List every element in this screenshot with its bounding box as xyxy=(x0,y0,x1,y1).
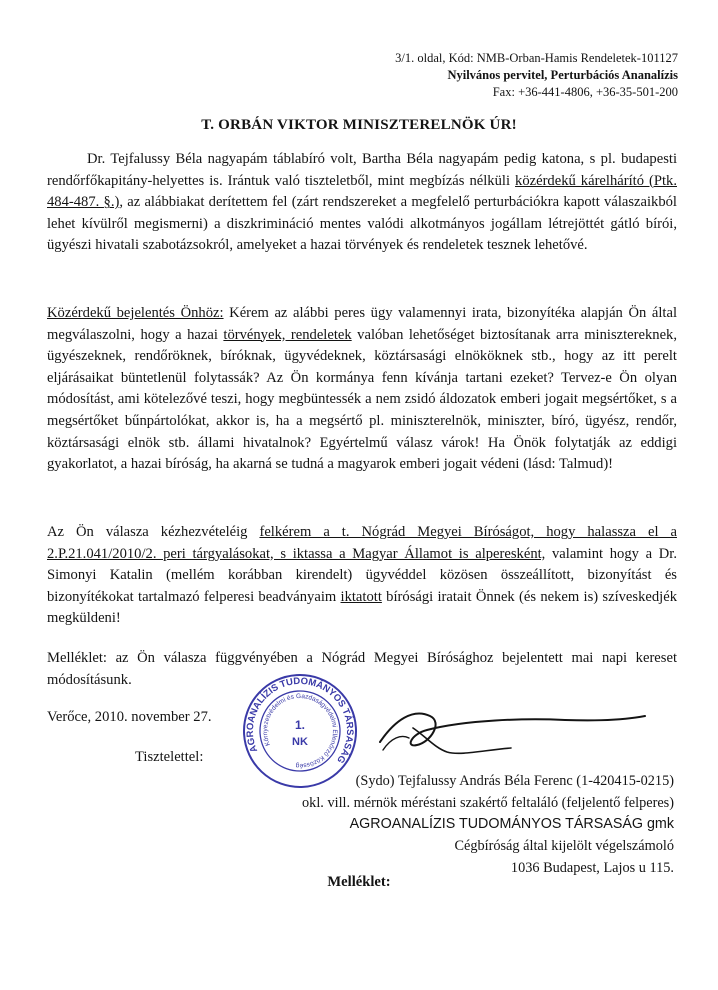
signer-title: okl. vill. mérnök méréstani szakértő feltaláló (feljelentő felperes) xyxy=(302,794,674,811)
header-subject-line: Nyilvános pervitel, Perturbációs Ananalízis xyxy=(447,68,678,82)
paragraph-intro-underlined-1: közérdekű kárelhárító (Ptk. 484-487. §.) xyxy=(47,172,677,211)
paragraph-court-text-3: bírósági iratait Önnek (és nekem is) szíveskedjék megküldeni! xyxy=(47,588,677,627)
signer-address: 1036 Budapest, Lajos u 115. xyxy=(510,859,674,876)
stamp-center-number: 1. xyxy=(294,718,306,732)
paragraph-attachment-note: Melléklet: az Ön válasza függvényében a Nógrád Megyei Bírósághoz bejelentett mai napi kereset módosításunk. xyxy=(47,650,677,688)
header-code-line: 3/1. oldal, Kód: NMB-Orban-Hamis Rendeletek-101127 xyxy=(395,51,678,65)
stamp-center-code: NK xyxy=(292,736,308,748)
paragraph-intro-text-1: Dr. Tejfalussy Béla nagyapám táblabíró volt, Bartha Béla nagyapám pedig katona, s pl. budapesti rendőrfőkapitány-helyettes is. Irántuk való tiszteletből, mint megbízás nélküli xyxy=(47,151,677,189)
paragraph-intro xyxy=(47,149,677,257)
signer-name: (Sydo) Tejfalussy András Béla Ferenc (1-420415-0215) xyxy=(355,773,674,789)
closing-greeting: Tisztelettel: xyxy=(135,749,204,765)
page-header xyxy=(395,50,678,101)
place-and-date: Verőce, 2010. november 27. xyxy=(47,709,212,725)
paragraph-request xyxy=(47,303,677,476)
paragraph-court-text-2: valamint hogy a Dr. Simonyi Katalin (mellém korábban kirendelt) ügyvéddel közösen összeállított, bizonyítást és bizonyítékokat tartalmazó felperesi beadványaim xyxy=(47,545,677,605)
signature-block xyxy=(302,771,674,880)
paragraph-court-underlined-2: iktatott xyxy=(340,588,382,605)
signer-role: Cégbíróság által kijelölt végelszámoló xyxy=(454,838,674,855)
letter-title: T. ORBÁN VIKTOR MINISZTERELNÖK ÚR! xyxy=(201,117,517,133)
attachment-label: Melléklet: xyxy=(327,874,391,890)
paragraph-court xyxy=(47,522,677,630)
paragraph-request-text-1: Kérem az alábbi peres ügy valamennyi irata, bizonyítéka alapján Ön által megválaszolni, hogy a hazai xyxy=(47,305,677,343)
paragraph-request-underlined-1: Közérdekű bejelentés Önhöz: xyxy=(47,305,224,321)
stamp-outer-text: AGROANALÍZIS TUDOMÁNYOS TÁRSASÁG xyxy=(244,675,356,766)
paragraph-court-text-1: Az Ön válasza kézhezvételéig xyxy=(47,524,260,540)
signer-organization: AGROANALÍZIS TUDOMÁNYOS TÁRSASÁG gmk xyxy=(349,816,674,833)
stamp-inner-text: Környezetvédelmi és Gazdaságvédelmi Ellenőrző Közösség xyxy=(261,692,339,770)
handwritten-signature xyxy=(335,690,655,770)
paragraph-request-text-2: valóban lehetőséget biztosítanak arra minisztereknek, ügyészeknek, rendőröknek, bíróknak, ügyvédeknek, köztársasági elnököknek stb., hogy az itt perelt eljárásaikat büntetlenül folytassák? Az Ön kormánya fenn kívánja tartani ezeket? Tervez-e Ön olyan módosítást, ami kötelezővé teszi, hogy megbüntessék a nem zsidó áldozatok emberi jogait megsértőket, s a megsértőket bűnpártolókat, akkor is, ha a megsértő pl. miniszterelnök, miniszter, bíró, ügyész, rendőr, köztársasági elnök stb. állami hivatalnok? Egyértelmű válasz várok! Ha Önök folytatják az eddigi gyakorlatot, a hazai bíróság, ha akarná se tudná a magyarok emberi jogait védeni (lásd: Talmud)! xyxy=(47,326,678,473)
paragraph-request-underlined-2: törvények, rendeletek xyxy=(223,326,352,343)
header-fax-line: Fax: +36-441-4806, +36-35-501-200 xyxy=(492,85,678,99)
paragraph-intro-text-2: , az alábbiakat derítettem fel (zárt rendszereket a megfelelő perturbációkra kapott válaszaikból lehet kívülről megismerni) a diszkrimináció mentes valódi alkotmányos jogállam létrejöttét gátló bírói, ügyészi hivatali szabotázsokról, amelyeket a hazai törvények és rendeletek tesznek lehetővé. xyxy=(47,194,677,254)
paragraph-court-underlined-1: felkérem a t. Nógrád Megyei Bíróságot, hogy halassza el a 2.P.21.041/2010/2. peri tárgyalásokat, s iktassa a Magyar Államot is alperesként, xyxy=(47,524,677,562)
